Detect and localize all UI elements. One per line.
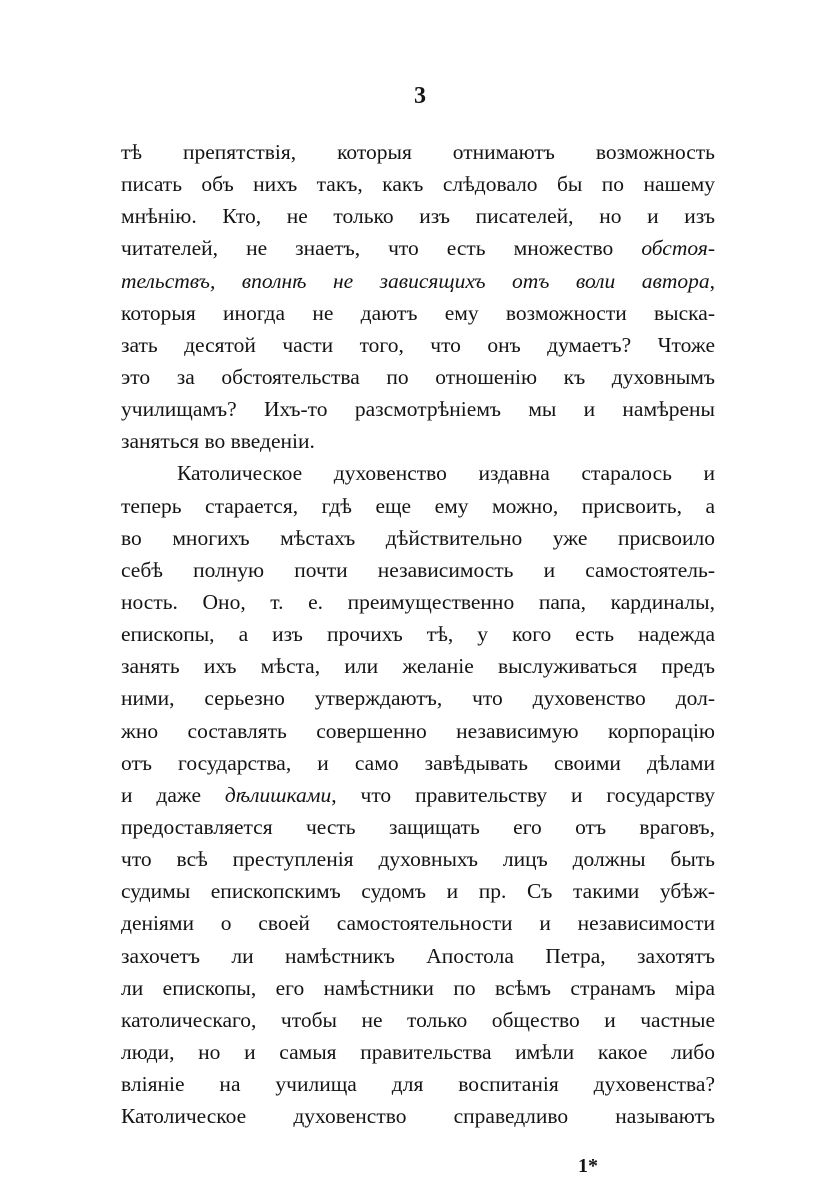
text-line: тѣ препятствія, которыя отнимаютъ возможность <box>121 140 715 164</box>
text-line: это за обстоятельства по отношенію къ духовнымъ <box>121 364 715 389</box>
text-line: епископы, а изъ прочихъ тѣ, у кого есть надежда <box>121 622 715 647</box>
text-line: ними, серьезно утверждаютъ, что духовенство дол- <box>121 686 715 711</box>
text-line: предоставляется честь защищать его отъ враговъ, <box>121 814 715 839</box>
text-line: читателей, не знаетъ, что есть множество обстоя- <box>121 236 715 261</box>
text-line: которыя иногда не даютъ ему возможности выска- <box>121 300 715 325</box>
text-line: занять ихъ мѣста, или желаніе выслуживаться предъ <box>121 654 715 679</box>
text-line: Католическое духовенство справедливо называютъ <box>121 1104 715 1129</box>
text-line: отъ государства, и само завѣдывать своими дѣлами <box>121 750 715 775</box>
text-line: захочетъ ли намѣстникъ Апостола Петра, захотятъ <box>121 943 715 968</box>
signature-mark: 1* <box>578 1155 598 1177</box>
text-line: писать объ нихъ такъ, какъ слѣдовало бы по нашему <box>121 172 715 197</box>
text-line: тельствъ, вполнѣ не зависящихъ отъ воли автора, <box>121 268 715 293</box>
italic-phrase: дѣлишками <box>224 782 332 807</box>
text-line: себѣ полную почти независимость и самостоятель- <box>121 557 715 582</box>
text-line: ли епископы, его намѣстники по всѣмъ странамъ міра <box>121 975 715 1000</box>
text-line: и даже дѣлишками, что правительству и государству <box>121 782 715 807</box>
text-line: во многихъ мѣстахъ дѣйствительно уже присвоило <box>121 525 715 550</box>
text-line: люди, но и самыя правительства имѣли какое либо <box>121 1039 715 1064</box>
paragraph-first-line: Католическое духовенство издавна старалось и <box>177 461 715 486</box>
text-line: вліяніе на училища для воспитанія духовенства? <box>121 1072 715 1097</box>
text-line: училищамъ? Ихъ-то разсмотрѣніемъ мы и намѣрены <box>121 397 715 422</box>
text-line: зать десятой части того, что онъ думаетъ? Чтоже <box>121 332 715 357</box>
text-line: деніями о своей самостоятельности и независимости <box>121 911 715 936</box>
italic-phrase: тельствъ, вполнѣ не зависящихъ отъ воли автора <box>121 268 710 293</box>
text-line: что всѣ преступленія духовныхъ лицъ должны быть <box>121 847 715 872</box>
text-line: теперь старается, гдѣ еще ему можно, присвоить, а <box>121 493 715 518</box>
text-line: ность. Оно, т. е. преимущественно папа, кардиналы, <box>121 589 715 614</box>
italic-phrase: обстоя- <box>641 236 715 261</box>
text-line: жно составлять совершенно независимую корпорацію <box>121 718 715 743</box>
text-line: заняться во введеніи. <box>121 429 315 454</box>
page-number: 3 <box>414 83 426 109</box>
body-text <box>121 136 715 1132</box>
text-line: судимы епископскимъ судомъ и пр. Съ такими убѣж- <box>121 879 715 904</box>
text-line: мнѣнію. Кто, не только изъ писателей, но и изъ <box>121 204 715 229</box>
text-line: католическаго, чтобы не только общество и частные <box>121 1007 715 1032</box>
